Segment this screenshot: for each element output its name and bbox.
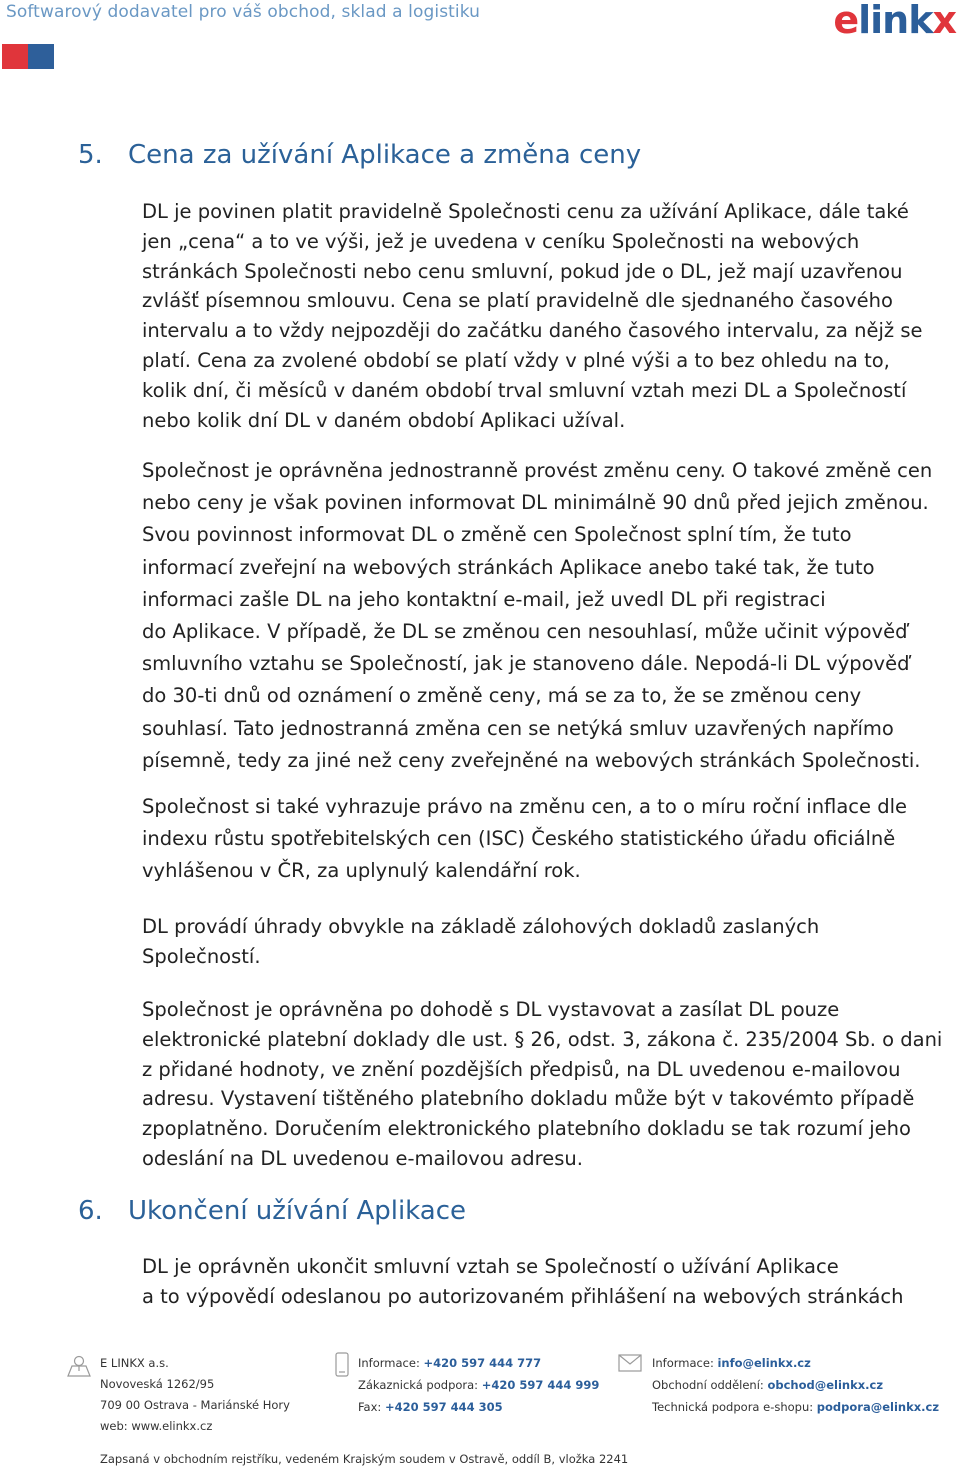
section-5-heading xyxy=(78,140,641,170)
company-city: 709 00 Ostrava - Mariánské Hory xyxy=(100,1398,290,1412)
elinkx-logo: elinkx xyxy=(833,0,956,42)
company-street: Novoveská 1262/95 xyxy=(100,1377,215,1391)
header-tagline: Softwarový dodavatel pro váš obchod, sklad a logistiku xyxy=(6,2,481,22)
paragraph: Společnost je oprávněna jednostranně provést změnu ceny. O takové změně cen nebo ceny je však povinen informovat DL minimálně 90 dnů před jejich změnou. Svou povinnost informovat DL o změně cen Společnost splní tím, že tuto informací zveřejní na webových stránkách Aplikace anebo také tak, že tuto informaci zašle DL na jeho kontaktní e-mail, jež uvedl DL při registraci do Aplikace. V případě, že DL se změnou cen nesouhlasí, může učinit výpověď smluvního vztahu se Společností, jak je stanoveno dále. Nepodá-li DL výpověď do 30-ti dnů od oznámení o změně ceny, má se za to, že se změnou ceny souhlasí. Tato jednostranná změna cen se netýká smluv uzavřených napřímo písemně, tedy za jiné než ceny zveřejněné na webových stránkách Společnosti. xyxy=(142,459,933,772)
section-number: 6. xyxy=(78,1196,103,1226)
red-square xyxy=(2,44,28,69)
email-info-line: Informace: info@elinkx.cz xyxy=(652,1356,811,1370)
location-icon xyxy=(66,1354,92,1382)
company-name: E LINKX a.s. xyxy=(100,1356,169,1370)
registry-note: Zapsaná v obchodním rejstříku, vedeném Krajským soudem v Ostravě, oddíl B, vložka 2241 xyxy=(100,1452,629,1466)
footer-company xyxy=(100,1356,330,1438)
blue-square xyxy=(28,44,54,69)
email-sales-line: Obchodní oddělení: obchod@elinkx.cz xyxy=(652,1378,884,1392)
email-tech-link[interactable]: podpora@elinkx.cz xyxy=(816,1400,940,1414)
company-web-link[interactable]: www.elinkx.cz xyxy=(131,1419,213,1433)
fax-line: Fax: +420 597 444 305 xyxy=(358,1400,503,1414)
paragraph: DL provádí úhrady obvykle na základě zálohových dokladů zaslaných Společností. xyxy=(142,915,820,968)
section-title: Cena za užívání Aplikace a změna ceny xyxy=(128,140,642,170)
phone-info-line: Informace: +420 597 444 777 xyxy=(358,1356,542,1370)
envelope-icon xyxy=(618,1354,642,1376)
section-number: 5. xyxy=(78,140,103,170)
phone-icon xyxy=(334,1352,350,1382)
footer-phones xyxy=(358,1356,598,1418)
section-title: Ukončení užívání Aplikace xyxy=(128,1196,466,1226)
phone-support-line: Zákaznická podpora: +420 597 444 999 xyxy=(358,1378,600,1392)
email-tech-line: Technická podpora e-shopu: podpora@elinkx.cz xyxy=(652,1400,940,1414)
section-6-heading xyxy=(78,1196,466,1226)
email-sales-link[interactable]: obchod@elinkx.cz xyxy=(767,1378,884,1392)
paragraph: Společnost je oprávněna po dohodě s DL vystavovat a zasílat DL pouze elektronické platební doklady dle ust. § 26, odst. 3, zákona č. 235/2004 Sb. o dani z přidané hodnoty, ve znění pozdějších předpisů, na DL uvedenou e-mailovou adresu. Vystavení tištěného platebního dokladu může být v takovémto případě zpoplatněno. Doručením elektronického platebního dokladu se tak rozumí jeho odeslání na DL uvedenou e-mailovou adresu. xyxy=(142,998,943,1170)
paragraph: DL je povinen platit pravidelně Společnosti cenu za užívání Aplikace, dále také jen „cena“ a to ve výši, jež je uvedena v ceníku Společnosti na webových stránkách Společnosti nebo cenu smluvní, pokud jde o DL, jež mají uzavřenou zvlášť písemnou smlouvu. Cena se platí pravidelně dle sjednaného časového intervalu a to vždy nejpozději do začátku daného časového intervalu, za nějž se platí. Cena za zvolené období se platí vždy v plné výši a to bez ohledu na to, kolik dní, či měsíců v daném období trval smluvní vztah mezi DL a Společností nebo kolik dní DL v daném období Aplikaci užíval. xyxy=(142,200,923,432)
paragraph: Společnost si také vyhrazuje právo na změnu cen, a to o míru roční inflace dle indexu růstu spotřebitelských cen (ISC) Českého statistického úřadu oficiálně vyhlášenou v ČR, za uplynulý kalendářní rok. xyxy=(142,795,908,883)
company-web-line: web: www.elinkx.cz xyxy=(100,1419,213,1433)
footer-emails xyxy=(652,1356,952,1418)
email-info-link[interactable]: info@elinkx.cz xyxy=(717,1356,811,1370)
paragraph: DL je oprávněn ukončit smluvní vztah se Společností o užívání Aplikace a to výpovědí odeslanou po autorizovaném přihlášení na webových stránkách xyxy=(142,1255,904,1308)
